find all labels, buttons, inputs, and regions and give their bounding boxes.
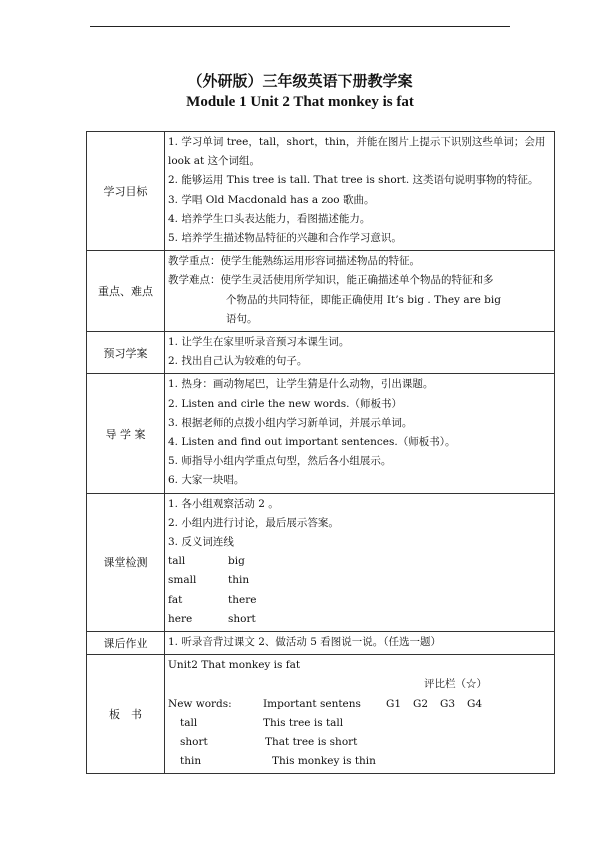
goal-line-1: 1. 学习单词 tree，tall，short，thin，并能在图片上提示下识别这些单词；会用 look at 这个词组。 xyxy=(168,136,546,168)
board-word: short xyxy=(180,736,208,749)
check-content xyxy=(165,493,555,631)
guide-line-2: 2. Listen and cirle the new words.（师板书） xyxy=(168,397,402,410)
goal-line-4: 4. 培养学生口头表达能力，看图描述能力。 xyxy=(168,212,371,225)
important-sentences-heading: Important sentens xyxy=(263,697,361,710)
antonym-right: short xyxy=(228,612,256,625)
homework-label: 课后作业 xyxy=(87,632,165,655)
row-check xyxy=(87,493,555,631)
board-word: tall xyxy=(180,716,198,729)
difficulty: 教学难点：使学生灵活使用所学知识，能正确描述单个物品的特征和多 xyxy=(168,274,494,287)
new-words-heading: New words: xyxy=(168,697,232,710)
guide-line-5: 5. 师指导小组内学重点句型，然后各小组展示。 xyxy=(168,455,392,468)
check-label: 课堂检测 xyxy=(87,493,165,631)
preview-line-2: 2. 找出自己认为较难的句子。 xyxy=(168,355,308,368)
check-line-2: 2. 小组内进行讨论，最后展示答案。 xyxy=(168,516,339,529)
antonym-left: here xyxy=(168,612,193,625)
rating-heading: 评比栏（☆） xyxy=(424,678,487,691)
difficulty-cont-1: 个物品的共同特征，即能正确使用 It’s big . They are big xyxy=(226,293,501,306)
guide-line-3: 3. 根据老师的点拨小组内学习新单词，并展示单词。 xyxy=(168,416,413,429)
row-guide xyxy=(87,374,555,493)
antonym-pair xyxy=(168,552,554,571)
document-subtitle: Module 1 Unit 2 That monkey is fat xyxy=(186,94,414,110)
document-title: （外研版）三年级英语下册教学案 xyxy=(187,72,413,90)
goals-label: 学习目标 xyxy=(87,132,165,251)
row-focus xyxy=(87,251,555,332)
header-rule xyxy=(90,26,510,27)
goals-content xyxy=(165,132,555,251)
goal-line-3: 3. 学唱 Old Macdonald has a zoo 歌曲。 xyxy=(168,193,375,206)
homework-text: 1. 听录音背过课文 2、做活动 5 看图说一说。（任选一题） xyxy=(168,636,441,649)
board-label: 板 书 xyxy=(87,655,165,774)
goal-line-2: 2. 能够运用 This tree is tall. That tree is short. 这类语句说明事物的特征。 xyxy=(168,174,539,187)
group-g2: G2 xyxy=(413,697,429,710)
group-g3: G3 xyxy=(440,697,456,710)
focus-label: 重点、难点 xyxy=(87,251,165,332)
guide-line-4: 4. Listen and find out important sentences.（师板书）。 xyxy=(168,436,456,449)
preview-content xyxy=(165,332,555,374)
check-line-3: 3. 反义词连线 xyxy=(168,536,234,549)
lesson-plan-table xyxy=(86,131,555,774)
group-g4: G4 xyxy=(467,697,483,710)
preview-label: 预习学案 xyxy=(87,332,165,374)
homework-content xyxy=(165,632,555,655)
check-line-1: 1. 各小组观察活动 2 。 xyxy=(168,497,279,510)
antonym-right: there xyxy=(228,593,257,606)
board-sentence: That tree is short xyxy=(265,736,358,749)
guide-line-6: 6. 大家一块唱。 xyxy=(168,474,245,487)
board-word: thin xyxy=(180,755,202,768)
board-sentence: This tree is tall xyxy=(263,716,344,729)
antonym-pair xyxy=(168,591,554,610)
antonym-right: big xyxy=(228,555,245,568)
antonym-right: thin xyxy=(228,574,250,587)
focus-content xyxy=(165,251,555,332)
antonym-pair xyxy=(168,571,554,590)
preview-line-1: 1. 让学生在家里听录音预习本课生词。 xyxy=(168,336,350,349)
row-preview xyxy=(87,332,555,374)
goal-line-5: 5. 培养学生描述物品特征的兴趣和合作学习意识。 xyxy=(168,232,402,245)
row-goals xyxy=(87,132,555,251)
guide-label: 导 学 案 xyxy=(87,374,165,493)
antonym-pair xyxy=(168,610,554,629)
antonym-left: fat xyxy=(168,593,183,606)
board-content xyxy=(165,655,555,774)
guide-content xyxy=(165,374,555,493)
antonym-left: small xyxy=(168,574,197,587)
row-homework xyxy=(87,632,555,655)
board-sentence: This monkey is thin xyxy=(272,755,376,768)
difficulty-cont-2: 语句。 xyxy=(226,312,258,325)
antonym-left: tall xyxy=(168,555,186,568)
key-point: 教学重点：使学生能熟练运用形容词描述物品的特征。 xyxy=(168,255,420,268)
guide-line-1: 1. 热身：画动物尾巴，让学生猜是什么动物，引出课题。 xyxy=(168,378,434,391)
board-title: Unit2 That monkey is fat xyxy=(168,659,301,672)
row-board xyxy=(87,655,555,774)
group-g1: G1 xyxy=(386,697,402,710)
